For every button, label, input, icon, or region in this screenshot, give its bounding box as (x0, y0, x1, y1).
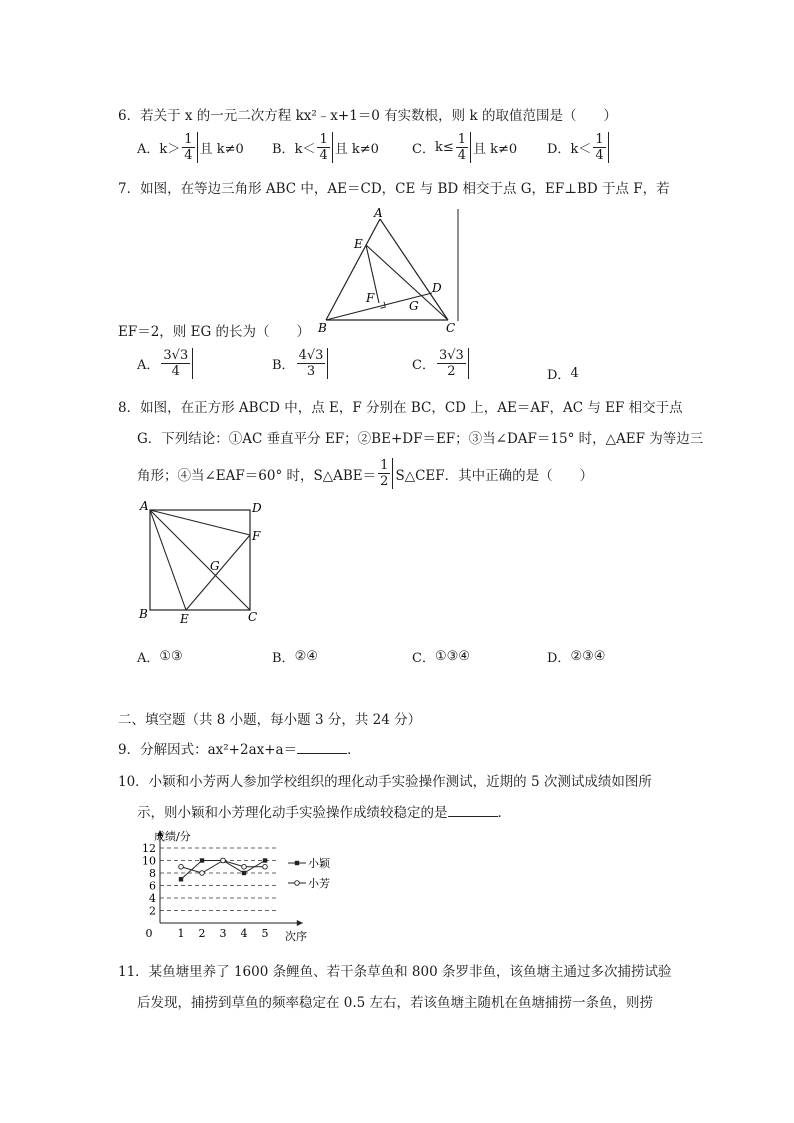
data-point (242, 871, 246, 875)
label-e: E (180, 612, 189, 626)
q6-option-a: A． k＞ $\frac{1}{4}$ 且 k≠0 (137, 132, 244, 163)
q11-stem: 11．某鱼塘里养了 1600 条鲤鱼、若干条草鱼和 800 条罗非鱼，该鱼塘主通过多次捕捞试验 (118, 964, 672, 980)
label-g: G (210, 559, 220, 573)
segment-ae (150, 510, 186, 610)
q7-option-d: D． 4 (547, 366, 579, 383)
x-axis-arrow (297, 920, 303, 926)
data-point (263, 864, 268, 869)
label-f: F (252, 529, 261, 543)
q7-option-a: A． $\frac{3√3}{4}$ (137, 348, 195, 379)
q9-stem: 9．分解因式：ax²+2ax+a＝ ． (118, 742, 361, 758)
q10-stem: 10．小颖和小芳两人参加学校组织的理化动手实验操作测试，近期的 5 次测试成绩如图所 (118, 774, 652, 790)
fraction: $\frac{3√3}{4}$ (161, 348, 193, 379)
x-tick-label: 2 (198, 927, 206, 940)
x-tick-label: 0 (145, 927, 153, 940)
q7-option-b: B． $\frac{4√3}{3}$ (272, 348, 330, 379)
answer-blank[interactable] (297, 741, 347, 754)
q8-option-d: D． ②③④ (547, 649, 606, 666)
label-c: C (446, 321, 456, 335)
answer-blank[interactable] (448, 804, 498, 817)
q7-stem: 7．如图，在等边三角形 ABC 中，AE＝CD，CE 与 BD 相交于点 G，EF⊥BD 于点 F，若 (118, 181, 670, 197)
q8-option-a: A． ①③ (137, 649, 183, 666)
y-tick-label: 12 (142, 842, 156, 855)
q6-option-d: D． k＜ $\frac{1}{4}$ (547, 132, 611, 163)
q11-stem-line2: 后发现，捕捞到草鱼的频率稳定在 0.5 左右，若该鱼塘主随机在鱼塘捕捞一条鱼，则捞 (137, 995, 654, 1011)
q8-stem-line2: G．下列结论：①AC 垂直平分 EF；②BE+DF＝EF；③当∠DAF＝15° 时，△AEF 为等边三 (137, 431, 704, 447)
fraction: $\frac{1}{2}$ (378, 458, 393, 489)
q8-option-c: C． ①③④ (412, 649, 470, 666)
q6-option-c: C． k≤ $\frac{1}{4}$ 且 k≠0 (412, 132, 518, 163)
q10-stem-line2: 示，则小颖和小芳理化动手实验操作成绩较稳定的是 ． (137, 805, 511, 821)
label-g: G (409, 299, 419, 313)
label-a: A (374, 206, 383, 220)
data-point (221, 858, 226, 863)
fraction: $\frac{3√3}{2}$ (437, 348, 469, 379)
label-b: B (139, 607, 148, 621)
series-line (181, 861, 265, 880)
legend-marker (295, 861, 299, 865)
q7-triangle-figure (310, 205, 470, 335)
data-point (242, 864, 247, 869)
data-point (179, 877, 183, 881)
q8-option-b: B． ②④ (272, 649, 318, 666)
q8-stem-line3: 角形；④当∠EAF＝60° 时，S△ABE＝ $\frac{1}{2}$ S△CEF．其中正确的是（ ） (137, 458, 594, 489)
legend-label: 小颖 (308, 857, 330, 870)
q7-option-c: C． $\frac{3√3}{2}$ (412, 348, 471, 379)
x-tick-label: 5 (261, 927, 269, 940)
y-tick-label: 4 (149, 892, 156, 905)
x-tick-label: 4 (240, 927, 248, 940)
data-point (200, 858, 204, 862)
data-point (200, 871, 205, 876)
x-axis-label: 次序 (285, 930, 307, 943)
label-f: F (366, 291, 375, 305)
q6-stem: 6．若关于 x 的一元二次方程 kx²﹣x+1＝0 有实数根，则 k 的取值范围是（ ） (118, 108, 617, 124)
q8-stem: 8．如图，在正方形 ABCD 中，点 E，F 分别在 BC，CD 上，AE＝AF，AC 与 EF 相交于点 (118, 400, 683, 416)
segment-af (150, 510, 250, 535)
legend-label: 小芳 (308, 877, 330, 890)
q8-square-figure (135, 498, 270, 628)
q6-option-b: B． k＜ $\frac{1}{4}$ 且 k≠0 (272, 132, 379, 163)
label-d: D (432, 281, 442, 295)
y-tick-label: 8 (149, 867, 156, 880)
fraction: $\frac{1}{4}$ (182, 132, 197, 163)
data-point (263, 858, 267, 862)
y-tick-label: 2 (149, 904, 156, 918)
y-tick-label: 6 (149, 879, 156, 893)
q7-stem-continued: EF＝2，则 EG 的长为（ ） (118, 324, 311, 340)
y-tick-label: 10 (142, 854, 156, 868)
x-tick-label: 3 (219, 927, 227, 940)
legend-marker (295, 881, 300, 886)
fraction: $\frac{1}{4}$ (317, 132, 332, 163)
y-axis-label: 成绩/分 (154, 830, 191, 843)
fraction: $\frac{4√3}{3}$ (297, 348, 329, 379)
x-tick-label: 1 (177, 927, 185, 940)
score-line-chart (140, 826, 345, 944)
label-d: D (252, 501, 262, 515)
section-title: 二、填空题（共 8 小题，每小题 3 分，共 24 分） (118, 712, 422, 728)
label-a: A (140, 499, 149, 513)
data-point (179, 864, 184, 869)
label-c: C (248, 610, 258, 624)
label-b: B (318, 321, 327, 335)
fraction: $\frac{1}{4}$ (456, 132, 471, 163)
diagonal-ac (150, 510, 250, 610)
label-e: E (354, 237, 363, 251)
fraction: $\frac{1}{4}$ (593, 132, 608, 163)
